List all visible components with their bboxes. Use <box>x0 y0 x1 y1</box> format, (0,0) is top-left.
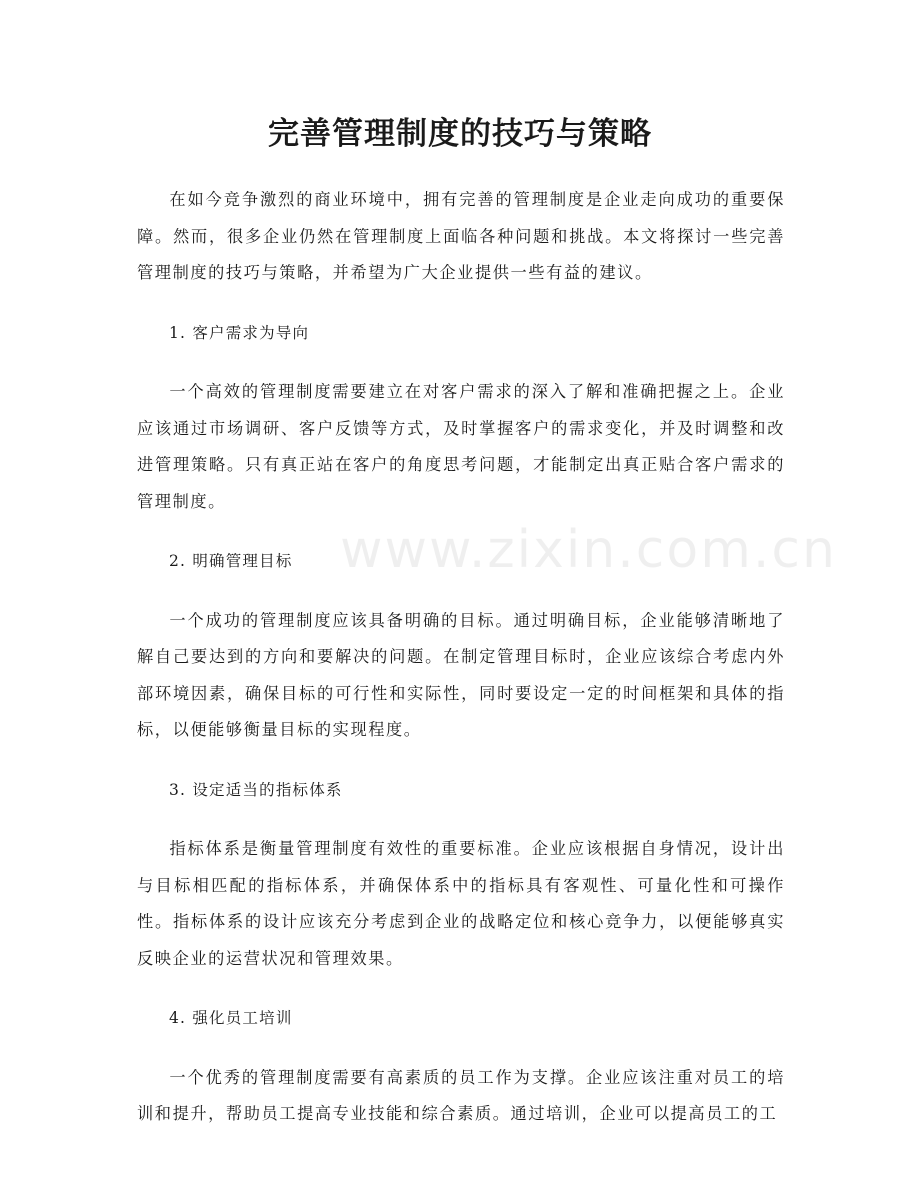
document-title: 完善管理制度的技巧与策略 <box>268 116 652 152</box>
section-paragraph-3: 指标体系是衡量管理制度有效性的重要标准。企业应该根据自身情况，设计出与目标相匹配的指标体系，并确保体系中的指标具有客观性、可量化性和可操作性。指标体系的设计应该充分考虑到企业的战略定位和核心竞争力，以便能够真实反映企业的运营状况和管理效果。 <box>137 839 785 968</box>
watermark: www.zixin.com.cn <box>340 520 837 580</box>
section-paragraph-2: 一个成功的管理制度应该具备明确的目标。通过明确目标，企业能够清晰地了解自己要达到的方向和要解决的问题。在制定管理目标时，企业应该综合考虑内外部环境因素，确保目标的可行性和实际性，同时要设定一定的时间框架和具体的指标，以便能够衡量目标的实现程度。 <box>137 610 785 739</box>
section-heading-1: 1. 客户需求为导向 <box>169 323 310 342</box>
section-heading-3: 3. 设定适当的指标体系 <box>169 780 343 799</box>
section-paragraph-4: 一个优秀的管理制度需要有高素质的员工作为支撑。企业应该注重对员工的培训和提升，帮助员工提高专业技能和综合素质。通过培训，企业可以提高员工的工 <box>137 1067 785 1123</box>
document-body <box>137 182 785 1156</box>
intro-paragraph: 在如今竞争激烈的商业环境中，拥有完善的管理制度是企业走向成功的重要保障。然而，很多企业仍然在管理制度上面临各种问题和挑战。本文将探讨一些完善管理制度的技巧与策略，并希望为广大企业提供一些有益的建议。 <box>137 190 785 282</box>
section-heading-2: 2. 明确管理目标 <box>169 552 293 570</box>
section-heading-4: 4. 强化员工培训 <box>169 1009 293 1027</box>
section-paragraph-1: 一个高效的管理制度需要建立在对客户需求的深入了解和准确把握之上。企业应该通过市场调研、客户反馈等方式，及时掌握客户的需求变化，并及时调整和改进管理策略。只有真正站在客户的角度思考问题，才能制定出真正贴合客户需求的管理制度。 <box>137 382 785 511</box>
